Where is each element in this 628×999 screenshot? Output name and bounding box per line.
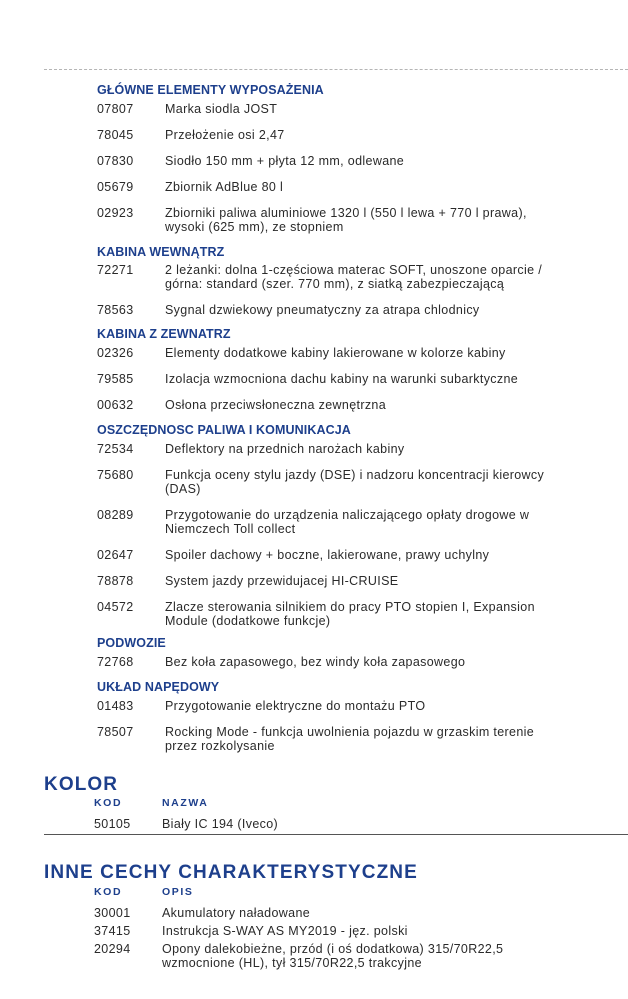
- item-code: 00632: [97, 398, 134, 412]
- section-title: KABINA Z ZEWNATRZ: [97, 327, 231, 341]
- list-item: [97, 725, 617, 753]
- item-code: 72768: [97, 655, 134, 669]
- list-item: [97, 468, 617, 496]
- item-desc: Akumulatory naładowane: [162, 906, 311, 920]
- list-item: [97, 346, 617, 360]
- item-desc: Osłona przeciwsłoneczna zewnętrzna: [165, 398, 387, 412]
- list-item: [97, 102, 617, 116]
- item-code: 05679: [97, 180, 134, 194]
- list-item: [97, 398, 617, 412]
- section-title: OSZCZĘDNOSC PALIWA I KOMUNIKACJA: [97, 423, 351, 437]
- item-desc: Instrukcja S-WAY AS MY2019 - jęz. polski: [162, 924, 408, 938]
- section-title: PODWOZIE: [97, 636, 166, 650]
- item-desc: Izolacja wzmocniona dachu kabiny na warunki subarktyczne: [165, 372, 519, 386]
- item-desc: Przygotowanie do urządzenia naliczającego opłaty drogowe w Niemczech Toll collect: [165, 508, 530, 536]
- item-code: 07807: [97, 102, 134, 116]
- item-desc: Zlacze sterowania silnikiem do pracy PTO stopien I, Expansion Module (dodatkowe funkcje): [165, 600, 535, 628]
- item-code: 79585: [97, 372, 134, 386]
- item-code: 72534: [97, 442, 134, 456]
- item-desc: Deflektory na przednich narożach kabiny: [165, 442, 405, 456]
- list-item: [97, 180, 617, 194]
- kolor-title: KOLOR: [44, 774, 119, 795]
- item-desc: Funkcja oceny stylu jazdy (DSE) i nadzoru koncentracji kierowcy (DAS): [165, 468, 545, 496]
- list-item: [97, 154, 617, 168]
- list-item: [97, 508, 617, 536]
- item-code: 07830: [97, 154, 134, 168]
- item-desc: Sygnal dzwiekowy pneumatyczny za atrapa chlodnicy: [165, 303, 480, 317]
- list-item: [97, 128, 617, 142]
- item-code: 78507: [97, 725, 134, 739]
- item-desc: Rocking Mode - funkcja uwolnienia pojazdu w grzaskim terenie przez rozkolysanie: [165, 725, 535, 753]
- item-code: 78045: [97, 128, 134, 142]
- kolor-divider: [44, 834, 628, 835]
- item-desc: Zbiorniki paliwa aluminiowe 1320 l (550 l lewa + 770 l prawa), wysoki (625 mm), ze stopniem: [165, 206, 527, 234]
- item-code: 02647: [97, 548, 134, 562]
- list-item: [97, 548, 617, 562]
- item-desc: Opony dalekobieżne, przód (i oś dodatkowa) 315/70R22,5 wzmocnione (HL), tył 315/70R22,5 trakcyjne: [162, 942, 504, 970]
- list-item: [97, 303, 617, 317]
- item-code: 20294: [94, 942, 131, 956]
- section-fuel-economy: [97, 423, 617, 628]
- item-desc: Spoiler dachowy + boczne, lakierowane, prawy uchylny: [165, 548, 490, 562]
- list-item: [97, 574, 617, 588]
- section-cabin-interior: [97, 245, 617, 317]
- section-main-equipment: [97, 83, 617, 234]
- section-chassis: [97, 636, 617, 669]
- inne-title: INNE CECHY CHARAKTERYSTYCZNE: [44, 862, 418, 883]
- item-code: 04572: [97, 600, 134, 614]
- item-desc: Marka siodla JOST: [165, 102, 278, 116]
- item-code: 78563: [97, 303, 134, 317]
- item-desc: Elementy dodatkowe kabiny lakierowane w kolorze kabiny: [165, 346, 506, 360]
- table-row: [94, 817, 614, 831]
- item-code: 78878: [97, 574, 134, 588]
- section-title: KABINA WEWNĄTRZ: [97, 245, 225, 259]
- section-cabin-exterior: [97, 327, 617, 412]
- item-code: 75680: [97, 468, 134, 482]
- item-desc: Biały IC 194 (Iveco): [162, 817, 279, 831]
- item-code: 02326: [97, 346, 134, 360]
- item-code: 50105: [94, 817, 131, 831]
- item-desc: Siodło 150 mm + płyta 12 mm, odlewane: [165, 154, 405, 168]
- item-desc: System jazdy przewidujacej HI-CRUISE: [165, 574, 399, 588]
- inne-col-name: OPIS: [162, 886, 194, 898]
- list-item: [97, 655, 617, 669]
- item-desc: 2 leżanki: dolna 1-częściowa materac SOFT, unoszone oparcie / górna: standard (szer. 770 mm), z siatką zabezpieczającą: [165, 263, 543, 291]
- kolor-col-name: NAZWA: [162, 797, 209, 809]
- table-row: [94, 924, 614, 938]
- item-desc: Przełożenie osi 2,47: [165, 128, 285, 142]
- section-drivetrain: [97, 680, 617, 753]
- kolor-col-code: KOD: [94, 797, 123, 809]
- top-dashed-divider: [44, 69, 628, 70]
- item-code: 08289: [97, 508, 134, 522]
- item-desc: Przygotowanie elektryczne do montażu PTO: [165, 699, 426, 713]
- table-row: [94, 906, 614, 920]
- item-desc: Zbiornik AdBlue 80 l: [165, 180, 284, 194]
- item-code: 30001: [94, 906, 131, 920]
- list-item: [97, 372, 617, 386]
- item-code: 02923: [97, 206, 134, 220]
- item-desc: Bez koła zapasowego, bez windy koła zapasowego: [165, 655, 466, 669]
- section-title: GŁÓWNE ELEMENTY WYPOSAŻENIA: [97, 83, 324, 97]
- list-item: [97, 699, 617, 713]
- item-code: 37415: [94, 924, 131, 938]
- item-code: 01483: [97, 699, 134, 713]
- list-item: [97, 263, 617, 291]
- inne-col-code: KOD: [94, 886, 123, 898]
- list-item: [97, 206, 617, 234]
- section-title: UKŁAD NAPĘDOWY: [97, 680, 220, 694]
- list-item: [97, 442, 617, 456]
- item-code: 72271: [97, 263, 134, 277]
- list-item: [97, 600, 617, 628]
- table-row: [94, 942, 614, 970]
